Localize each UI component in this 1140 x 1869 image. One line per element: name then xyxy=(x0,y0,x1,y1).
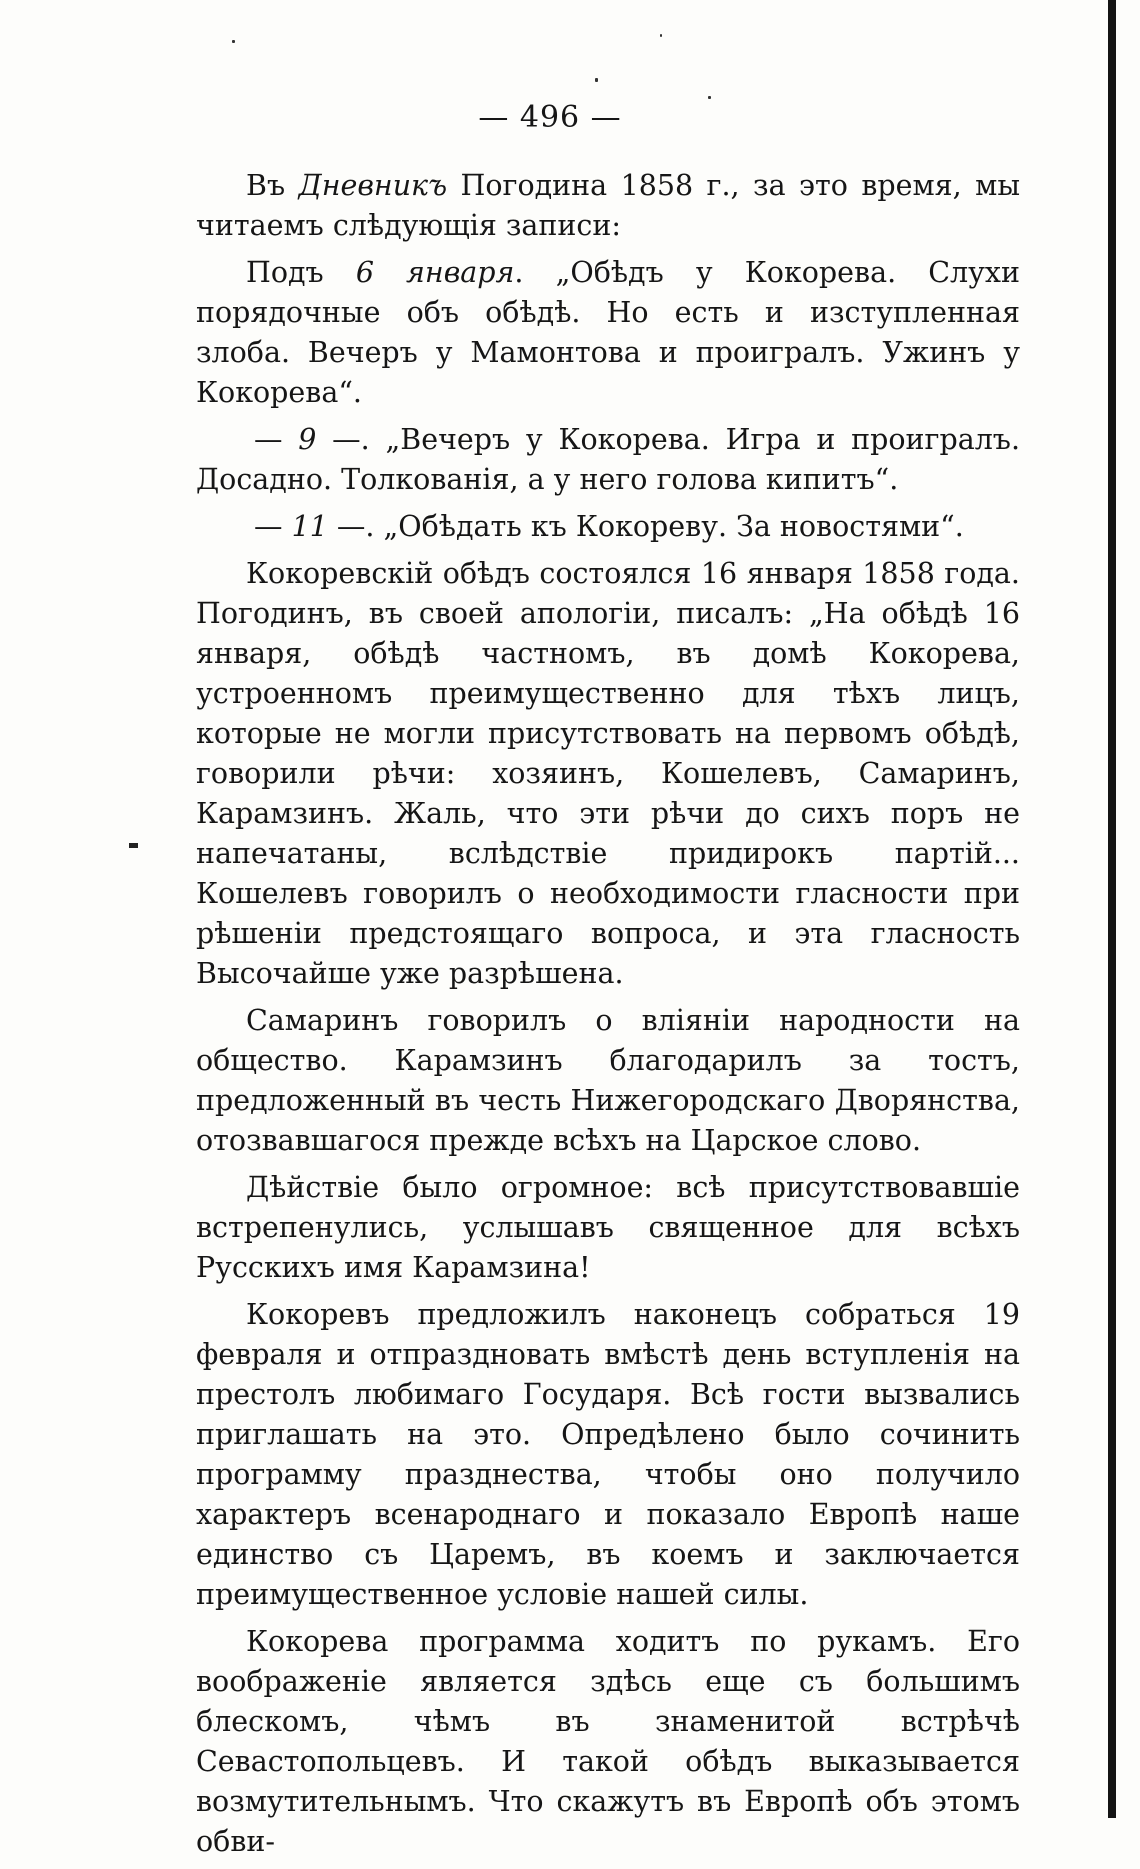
paper-speck xyxy=(708,96,711,99)
page-body xyxy=(196,166,1020,1869)
paragraph: Самаринъ говорилъ о вліяніи народности на общество. Карамзинъ благодарилъ за тостъ, предложенный въ честь Нижегородскаго Дворянства, отозвавшагося прежде всѣхъ на Царское слово. xyxy=(196,1004,1020,1157)
paragraph: Въ Дневникъ Погодина 1858 г., за это время, мы читаемъ слѣдующія записи: xyxy=(196,169,1021,242)
paragraph: Кокоревскій обѣдъ состоялся 16 января 1858 года. Погодинъ, въ своей апологіи, писалъ: „На обѣдѣ 16 января, обѣдѣ частномъ, въ домѣ Кокорева, устроенномъ преимущественно для тѣхъ лицъ, которые не могли присутствовать на первомъ обѣдѣ, говорили рѣчи: хозяинъ, Кошелевъ, Самаринъ, Карамзинъ. Жаль, что эти рѣчи до сихъ поръ не напечатаны, вслѣдствіе придирокъ партій... Кошелевъ говорилъ о необходимости гласности при рѣшеніи предстоящаго вопроса, и эта гласность Высочайше уже разрѣшена. xyxy=(196,557,1020,990)
paragraph: Подъ 6 января. „Обѣдъ у Кокорева. Слухи порядочные объ обѣдѣ. Но есть и изступленная злоба. Вечеръ у Мамонтова и проигралъ. Ужинъ у Кокорева“. xyxy=(196,256,1020,409)
page-edge-shadow xyxy=(1108,0,1116,1818)
paper-speck xyxy=(595,78,598,82)
diary-entry: — 11 —. „Обѣдать къ Кокореву. За новостями“. xyxy=(254,510,964,543)
page-number: — 496 — xyxy=(478,100,622,135)
diary-entry: — 9 —. „Вечеръ у Кокорева. Игра и проигралъ. Досадно. Толкованія, а у него голова кипитъ“. xyxy=(196,423,1020,496)
paragraph: Кокорева программа ходитъ по рукамъ. Его воображеніе является здѣсь еще съ большимъ блескомъ, чѣмъ въ знаменитой встрѣчѣ Севастопольцевъ. И такой обѣдъ выказывается возмутительнымъ. Что скажутъ въ Европѣ объ этомъ обви- xyxy=(196,1625,1020,1858)
margin-mark xyxy=(129,843,138,848)
paper-speck xyxy=(232,40,235,43)
paper-speck xyxy=(660,34,662,37)
paragraph: Дѣйствіе было огромное: всѣ присутствовавшіе встрепенулись, услышавъ священное для всѣхъ Русскихъ имя Карамзина! xyxy=(196,1171,1020,1284)
paragraph: Кокоревъ предложилъ наконецъ собраться 19 февраля и отпраздновать вмѣстѣ день вступленія на престолъ любимаго Государя. Всѣ гости вызвались приглашать на это. Опредѣлено было сочинить программу празднества, чтобы оно получило характеръ всенароднаго и показало Европѣ наше единство съ Царемъ, въ коемъ и заключается преимущественное условіе нашей силы. xyxy=(196,1298,1020,1611)
